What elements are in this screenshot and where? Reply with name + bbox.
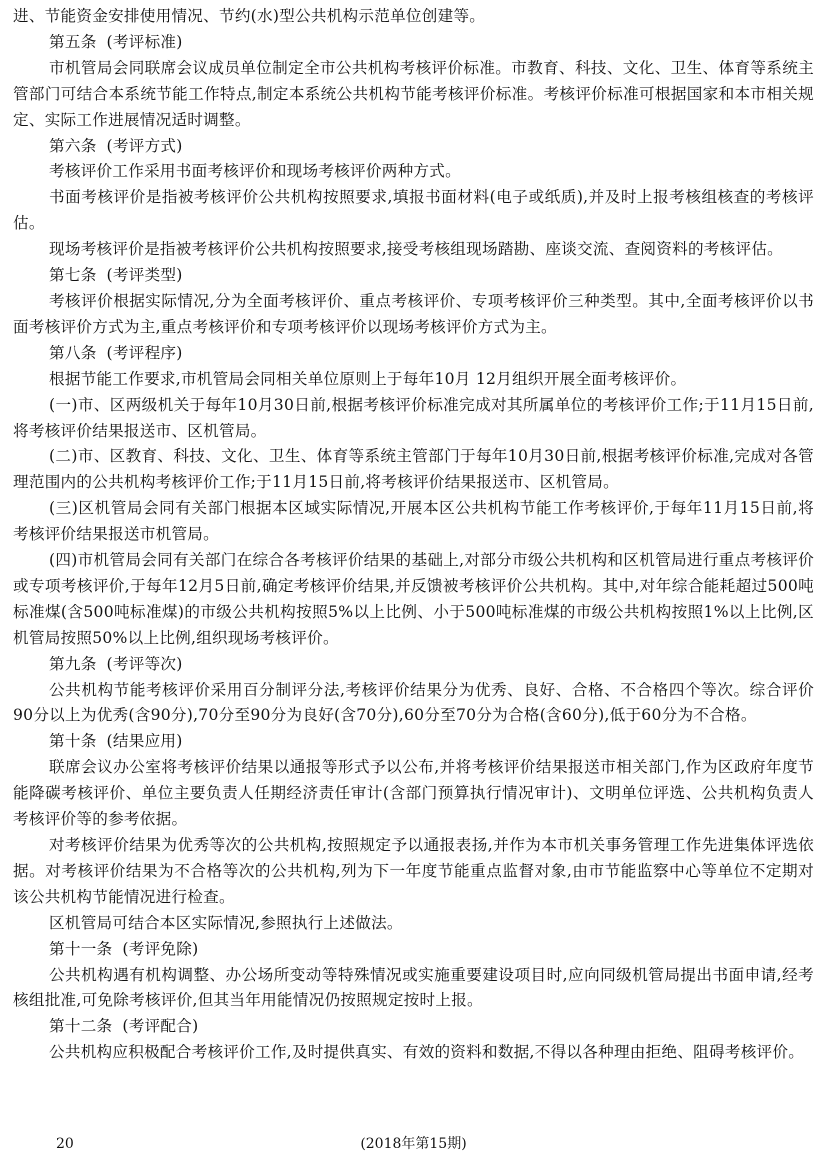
article-6-heading xyxy=(13,134,814,160)
article-9-heading xyxy=(13,652,814,678)
article-title: (结果应用) xyxy=(106,732,183,751)
article-title: (考评类型) xyxy=(106,266,183,285)
document-body xyxy=(13,4,814,1066)
paragraph: (一)市、区两级机关于每年10月30日前,根据考核评价标准完成对其所属单位的考核评价工作;于11月15日前,将考核评价结果报送市、区机管局。 xyxy=(13,395,814,440)
article-number: 第十二条 xyxy=(49,1017,113,1036)
page-footer xyxy=(0,1131,827,1157)
article-number: 第八条 xyxy=(49,343,97,362)
paragraph: 现场考核评价是指被考核评价公共机构按照要求,接受考核组现场踏勘、座谈交流、查阅资料的考核评估。 xyxy=(49,240,784,259)
issue-label: (2018年第15期) xyxy=(360,1136,467,1152)
paragraph: 公共机构节能考核评价采用百分制评分法,考核评价结果分为优秀、良好、合格、不合格四个等次。综合评价90分以上为优秀(含90分),70分至90分为良好(含70分),60分至70分为合格(含60分),低于60分为不合格。 xyxy=(13,680,814,725)
article-12-heading xyxy=(13,1014,814,1040)
paragraph: 根据节能工作要求,市机管局会同相关单位原则上于每年10月 12月组织开展全面考核评价。 xyxy=(49,369,687,388)
paragraph: (四)市机管局会同有关部门在综合各考核评价结果的基础上,对部分市级公共机构和区机管局进行重点考核评价或专项考核评价,于每年12月5日前,确定考核评价结果,并反馈被考核评价公共机构。其中,对年综合能耗超过500吨标准煤(含500吨标准煤)的市级公共机构按照5%以上比例、小于500吨标准煤的市级公共机构按照1%以上比例,区机管局按照50%以上比例,组织现场考核评价。 xyxy=(13,551,814,647)
paragraph: 对考核评价结果为优秀等次的公共机构,按照规定予以通报表扬,并作为本市机关事务管理工作先进集体评选依据。对考核评价结果为不合格等次的公共机构,列为下一年度节能重点监督对象,由市节能监察中心等单位不定期对该公共机构节能情况进行检查。 xyxy=(13,836,814,906)
article-title: (考评配合) xyxy=(122,1017,199,1036)
paragraph: 公共机构应积极配合考核评价工作,及时提供真实、有效的资料和数据,不得以各种理由拒绝、阻碍考核评价。 xyxy=(49,1043,805,1062)
paragraph: 联席会议办公室将考核评价结果以通报等形式予以公布,并将考核评价结果报送市相关部门,作为区政府年度节能降碳考核评价、单位主要负责人任期经济责任审计(含部门预算执行情况审计)、文明单位评选、公共机构负责人考核评价等的参考依据。 xyxy=(13,758,814,829)
paragraph: 市机管局会同联席会议成员单位制定全市公共机构考核评价标准。市教育、科技、文化、卫生、体育等系统主管部门可结合本系统节能工作特点,制定本系统公共机构节能考核评价标准。考核评价标准可根据国家和本市相关规定、实际工作进展情况适时调整。 xyxy=(13,58,814,129)
article-title: (考评方式) xyxy=(106,136,183,155)
paragraph: 公共机构遇有机构调整、办公场所变动等特殊情况或实施重要建设项目时,应向同级机管局提出书面申请,经考核组批准,可免除考核评价,但其当年用能情况仍按照规定按时上报。 xyxy=(13,965,814,1010)
paragraph: (三)区机管局会同有关部门根据本区域实际情况,开展本区公共机构节能工作考核评价,于每年11月15日前,将考核评价结果报送市机管局。 xyxy=(13,499,814,544)
article-number: 第十一条 xyxy=(49,939,113,958)
article-number: 第六条 xyxy=(49,136,97,155)
article-title: (考评标准) xyxy=(106,32,183,51)
paragraph: 考核评价工作采用书面考核评价和现场考核评价两种方式。 xyxy=(49,162,461,181)
article-7-heading xyxy=(13,263,814,289)
article-title: (考评免除) xyxy=(122,939,199,958)
article-title: (考评程序) xyxy=(106,343,183,362)
article-10-heading xyxy=(13,729,814,755)
article-number: 第五条 xyxy=(49,32,97,51)
paragraph: 进、节能资金安排使用情况、节约(水)型公共机构示范单位创建等。 xyxy=(13,7,486,25)
page-number: 20 xyxy=(56,1136,74,1152)
article-number: 第十条 xyxy=(49,732,97,751)
article-5-heading xyxy=(13,30,814,56)
paragraph: (二)市、区教育、科技、文化、卫生、体育等系统主管部门于每年10月30日前,根据考核评价标准,完成对各管理范围内的公共机构考核评价工作;于11月15日前,将考核评价结果报送市、区机管局。 xyxy=(13,447,814,492)
article-11-heading xyxy=(13,937,814,963)
article-number: 第七条 xyxy=(49,266,97,285)
article-title: (考评等次) xyxy=(106,654,183,673)
paragraph: 区机管局可结合本区实际情况,参照执行上述做法。 xyxy=(49,913,403,932)
article-8-heading xyxy=(13,341,814,367)
paragraph: 书面考核评价是指被考核评价公共机构按照要求,填报书面材料(电子或纸质),并及时上报考核组核查的考核评估。 xyxy=(13,188,814,233)
article-number: 第九条 xyxy=(49,654,97,673)
paragraph: 考核评价根据实际情况,分为全面考核评价、重点考核评价、专项考核评价三种类型。其中,全面考核评价以书面考核评价方式为主,重点考核评价和专项考核评价以现场考核评价方式为主。 xyxy=(13,291,814,336)
